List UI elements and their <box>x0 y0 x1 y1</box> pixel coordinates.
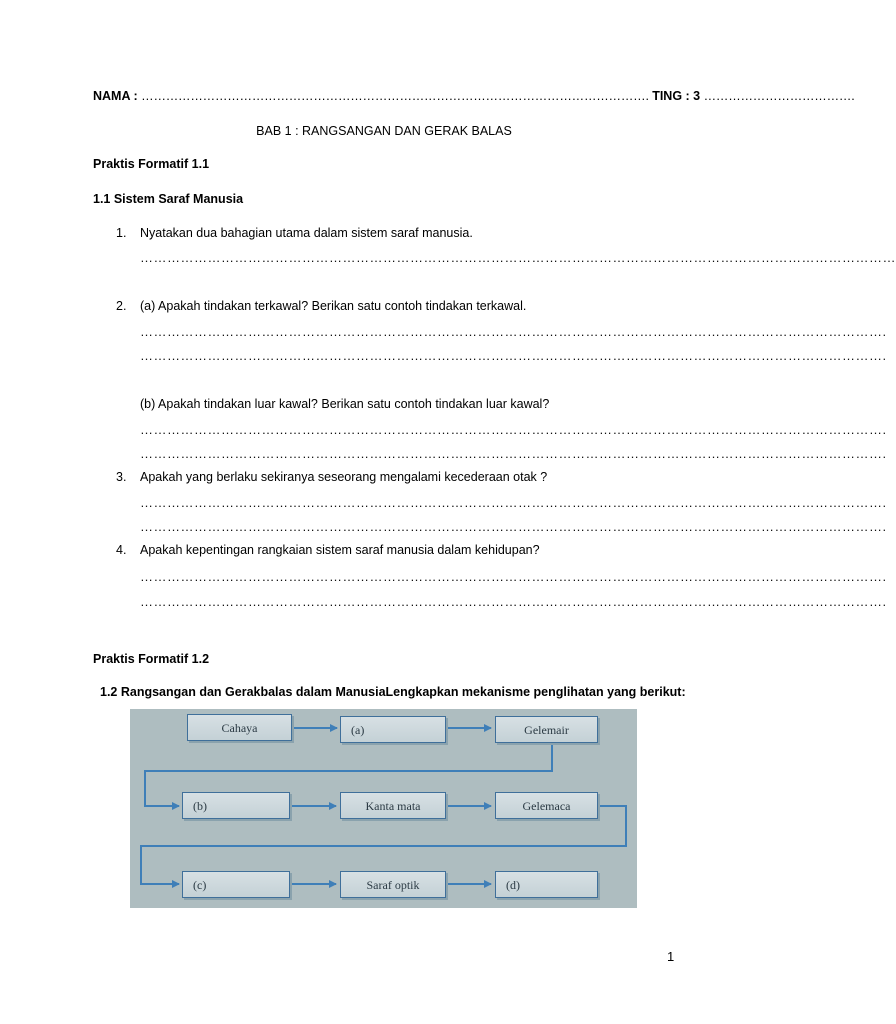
question-number: 1. <box>116 226 127 240</box>
page-number: 1 <box>667 949 675 964</box>
question-text: Apakah yang berlaku sekiranya seseorang mengalami kecederaan otak ? <box>140 470 548 484</box>
question-number: 3. <box>116 470 127 484</box>
answer-line[interactable]: …………………………………………………………………………………………………………………………………………………. <box>140 422 887 437</box>
answer-line[interactable]: …………………………………………………………………………………………………………………………………………………. <box>140 324 887 339</box>
answer-line[interactable]: …………………………………………………………………………………………………………………………………………………. <box>140 495 887 510</box>
section2-subheading: 1.2 Rangsangan dan Gerakbalas dalam ManusiaLengkapkan mekanisme penglihatan yang berikut: <box>100 685 686 699</box>
answer-line[interactable]: …………………………………………………………………………………………………………………………………………………. <box>140 348 887 363</box>
box-gelemaca: Gelemaca <box>495 792 598 819</box>
nama-label: NAMA : <box>93 89 142 103</box>
question-text: Nyatakan dua bahagian utama dalam sistem saraf manusia. <box>140 226 473 240</box>
nama-dots[interactable]: ……………………………………………………………………………………………………………. <box>141 89 649 103</box>
box-blank-b[interactable]: (b) <box>182 792 290 819</box>
box-gelemair: Gelemair <box>495 716 598 743</box>
answer-line[interactable]: …………………………………………………………………………………………………………………………………………………. <box>140 519 887 534</box>
answer-line[interactable]: …………………………………………………………………………………………………………………………………………………. <box>140 446 887 461</box>
ting-dots[interactable]: ………………………………. <box>703 89 855 103</box>
section1-heading: Praktis Formatif 1.1 <box>93 157 210 171</box>
ting-label: TING : 3 <box>648 89 704 103</box>
name-line <box>93 89 854 103</box>
box-cahaya: Cahaya <box>187 714 292 741</box>
answer-line[interactable]: …………………………………………………………………………………………………………………………………………………. <box>140 569 887 584</box>
box-kanta-mata: Kanta mata <box>340 792 446 819</box>
vision-mechanism-diagram <box>130 709 637 908</box>
question-number: 2. <box>116 299 127 313</box>
box-saraf-optik: Saraf optik <box>340 871 446 898</box>
answer-line[interactable]: …………………………………………………………………………………………………………………………………………………. <box>140 594 887 609</box>
section2-heading: Praktis Formatif 1.2 <box>93 652 210 666</box>
box-blank-d[interactable]: (d) <box>495 871 598 898</box>
section1-subheading: 1.1 Sistem Saraf Manusia <box>93 192 244 206</box>
question-text: (a) Apakah tindakan terkawal? Berikan satu contoh tindakan terkawal. <box>140 299 527 313</box>
answer-line[interactable]: …………………………………………………………………………………………………………………………………………………… <box>140 250 896 265</box>
box-blank-c[interactable]: (c) <box>182 871 290 898</box>
question-number: 4. <box>116 543 127 557</box>
chapter-title: BAB 1 : RANGSANGAN DAN GERAK BALAS <box>256 124 512 138</box>
question-text: Apakah kepentingan rangkaian sistem saraf manusia dalam kehidupan? <box>140 543 540 557</box>
box-blank-a[interactable]: (a) <box>340 716 446 743</box>
question-text: (b) Apakah tindakan luar kawal? Berikan satu contoh tindakan luar kawal? <box>140 397 550 411</box>
